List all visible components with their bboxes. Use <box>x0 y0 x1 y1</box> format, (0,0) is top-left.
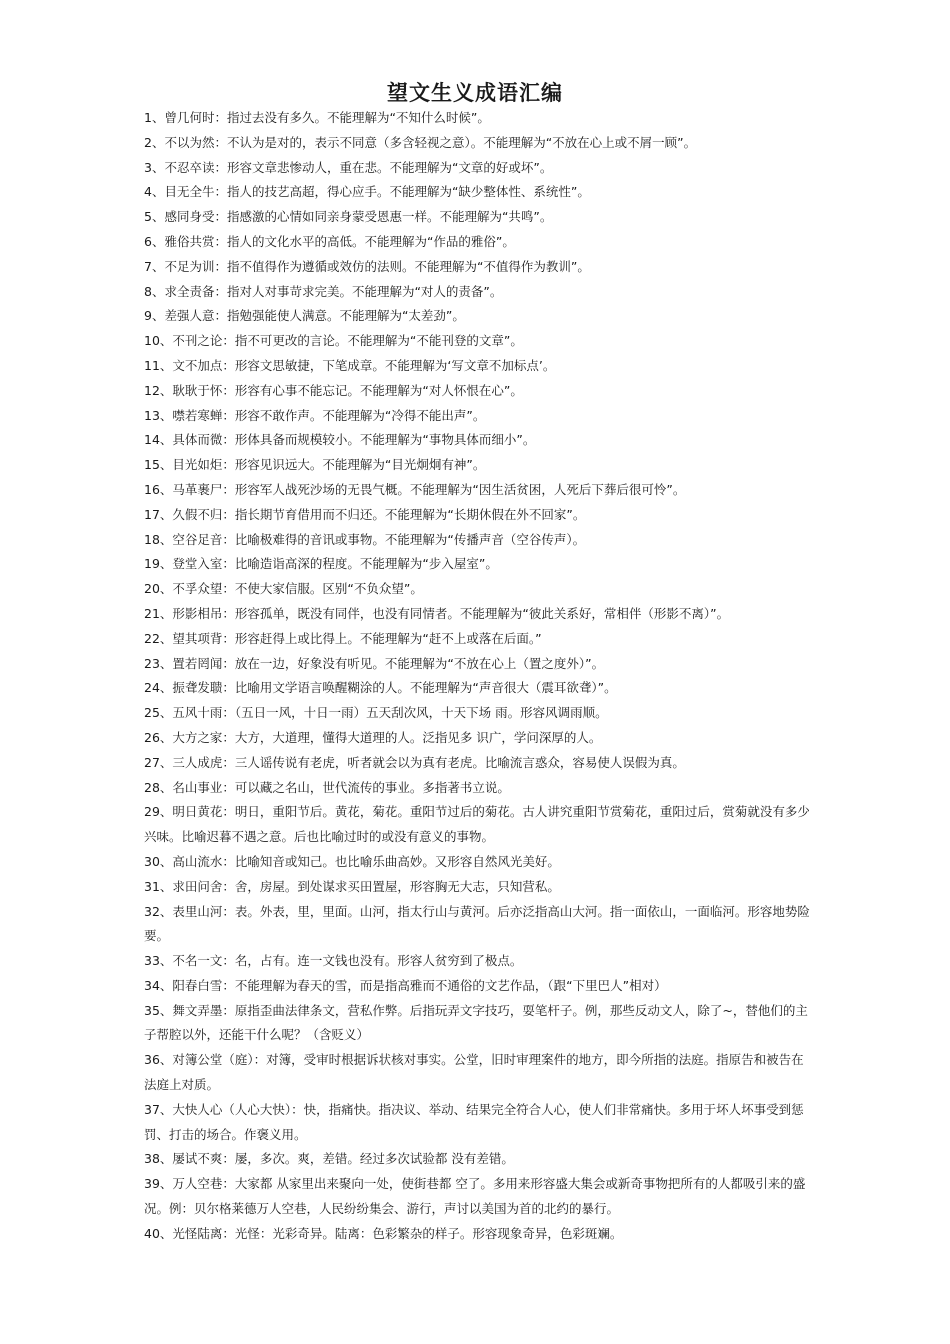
idiom-entry: 28、名山事业：可以藏之名山，世代流传的事业。多指著书立说。 <box>144 779 510 795</box>
idiom-entry: 39、万人空巷：大家都 从家里出来聚向一处，使街巷都 空了。多用来形容盛大集会或新奇事物把所有的人都吸引来的盛况。例：贝尔格莱德万人空巷，人民纷纷集会、游行，声讨以美国为首的北约的暴行。 <box>144 1176 806 1217</box>
idiom-entry: 2、不以为然：不认为是对的，表示不同意（多含轻视之意）。不能理解为“不放在心上或不屑一顾”。 <box>144 134 697 150</box>
idiom-entry: 15、目光如炬：形容见识远大。不能理解为“目光炯炯有神”。 <box>144 457 486 473</box>
idiom-entry: 20、不孚众望：不使大家信服。区别“不负众望”。 <box>144 581 423 597</box>
idiom-entry: 33、不名一文：名，占有。连一文钱也没有。形容人贫穷到了极点。 <box>144 953 523 969</box>
idiom-entry: 19、登堂入室：比喻造诣高深的程度。不能理解为“步入屋室”。 <box>144 556 498 572</box>
idiom-entry: 37、大快人心（人心大快）：快，指痛快。指决议、举动、结果完全符合人心，使人们非常痛快。多用于坏人坏事受到惩罚、打击的场合。作褒义用。 <box>144 1101 804 1142</box>
idiom-entry: 1、曾几何时：指过去没有多久。不能理解为“不知什么时候”。 <box>144 110 490 125</box>
idiom-entry: 16、马革裹尸：形容军人战死沙场的无畏气概。不能理解为“因生活贫困，人死后下葬后很可怜”。 <box>144 481 686 497</box>
idiom-entry: 11、文不加点：形容文思敏捷，下笔成章。不能理解为‘写文章不加标点’。 <box>144 357 556 373</box>
idiom-entry: 14、具体而微：形体具备而规模较小。不能理解为“事物具体而细小”。 <box>144 432 536 448</box>
idiom-entry: 22、望其项背：形容赶得上或比得上。不能理解为“赶不上或落在后面。” <box>144 630 542 646</box>
idiom-entry: 17、久假不归：指长期节育借用而不归还。不能理解为“长期休假在外不回家”。 <box>144 506 586 522</box>
idiom-entry: 8、求全责备：指对人对事苛求完美。不能理解为“对人的责备”。 <box>144 283 503 299</box>
idiom-entry: 27、三人成虎：三人谣传说有老虎，听者就会以为真有老虎。比喻流言惑众，容易使人误假为真。 <box>144 754 685 770</box>
idiom-entry: 29、明日黄花：明日，重阳节后。黄花，菊花。重阳节过后的菊花。古人讲究重阳节赏菊花，重阳过后，赏菊就没有多少兴味。比喻迟暮不遇之意。后也比喻过时的或没有意义的事物。 <box>144 804 810 845</box>
idiom-entry: 26、大方之家：大方，大道理，懂得大道理的人。泛指见多 识广，学问深厚的人。 <box>144 729 602 745</box>
idiom-entry: 6、雅俗共赏：指人的文化水平的高低。不能理解为“作品的雅俗”。 <box>144 233 515 249</box>
idiom-entry: 30、高山流水：比喻知音或知己。也比喻乐曲高妙。又形容自然风光美好。 <box>144 853 560 869</box>
idiom-entry: 9、差强人意：指勉强能使人满意。不能理解为“太差劲”。 <box>144 308 465 324</box>
idiom-entry: 36、对簿公堂（庭）：对簿，受审时根据诉状核对事实。公堂，旧时审理案件的地方，即今所指的法庭。指原告和被告在法庭上对质。 <box>144 1052 804 1093</box>
idiom-list <box>144 106 812 1247</box>
page-title: 望文生义成语汇编 <box>387 81 563 105</box>
idiom-entry: 24、振聋发聩：比喻用文学语言唤醒糊涂的人。不能理解为“声音很大（震耳欲聋）”。 <box>144 680 617 696</box>
idiom-entry: 25、五风十雨：（五日一风，十日一雨）五天刮次风，十天下场 雨。形容风调雨顺。 <box>144 705 608 721</box>
idiom-entry: 13、噤若寒蝉：形容不敢作声。不能理解为“冷得不能出声”。 <box>144 407 486 423</box>
idiom-entry: 21、形影相吊：形容孤单，既没有同伴，也没有同情者。不能理解为“彼此关系好，常相伴（形影不离）”。 <box>144 605 730 621</box>
idiom-entry: 4、目无全牛：指人的技艺高超，得心应手。不能理解为“缺少整体性、系统性”。 <box>144 184 590 200</box>
idiom-entry: 3、不忍卒读：形容文章悲惨动人，重在悲。不能理解为“文章的好或坏”。 <box>144 159 553 175</box>
idiom-entry: 10、不刊之论：指不可更改的言论。不能理解为“不能刊登的文章”。 <box>144 333 523 349</box>
idiom-entry: 12、耿耿于怀：形容有心事不能忘记。不能理解为“对人怀恨在心”。 <box>144 382 523 398</box>
idiom-entry: 7、不足为训：指不值得作为遵循或效仿的法则。不能理解为“不值得作为教训”。 <box>144 258 590 274</box>
idiom-entry: 35、舞文弄墨：原指歪曲法律条文，营私作弊。后指玩弄文字技巧，耍笔杆子。例，那些反动文人，除了~，替他们的主子帮腔以外，还能干什么呢？（含贬义） <box>144 1002 808 1043</box>
idiom-entry: 31、求田问舍：舍，房屋。到处谋求买田置屋，形容胸无大志，只知营私。 <box>144 878 560 894</box>
idiom-entry: 23、置若罔闻：放在一边，好象没有听见。不能理解为“不放在心上（置之度外）”。 <box>144 655 605 671</box>
idiom-entry: 34、阳春白雪：不能理解为春天的雪，而是指高雅而不通俗的文艺作品，（跟“下里巴人”相对） <box>144 977 667 993</box>
idiom-entry: 32、表里山河：表。外表，里，里面。山河，指太行山与黄河。后亦泛指高山大河。指一面依山，一面临河。形容地势险要。 <box>144 903 810 944</box>
idiom-entry: 38、屡试不爽：屡，多次。爽，差错。经过多次试验都 没有差错。 <box>144 1151 514 1167</box>
idiom-entry: 18、空谷足音：比喻极难得的音讯或事物。不能理解为“传播声音（空谷传声）。 <box>144 531 586 547</box>
idiom-entry: 5、感同身受：指感激的心情如同亲身蒙受恩惠一样。不能理解为“共鸣”。 <box>144 209 553 225</box>
idiom-entry: 40、光怪陆离：光怪：光彩奇异。陆离：色彩繁杂的样子。形容现象奇异，色彩斑斓。 <box>144 1225 623 1241</box>
